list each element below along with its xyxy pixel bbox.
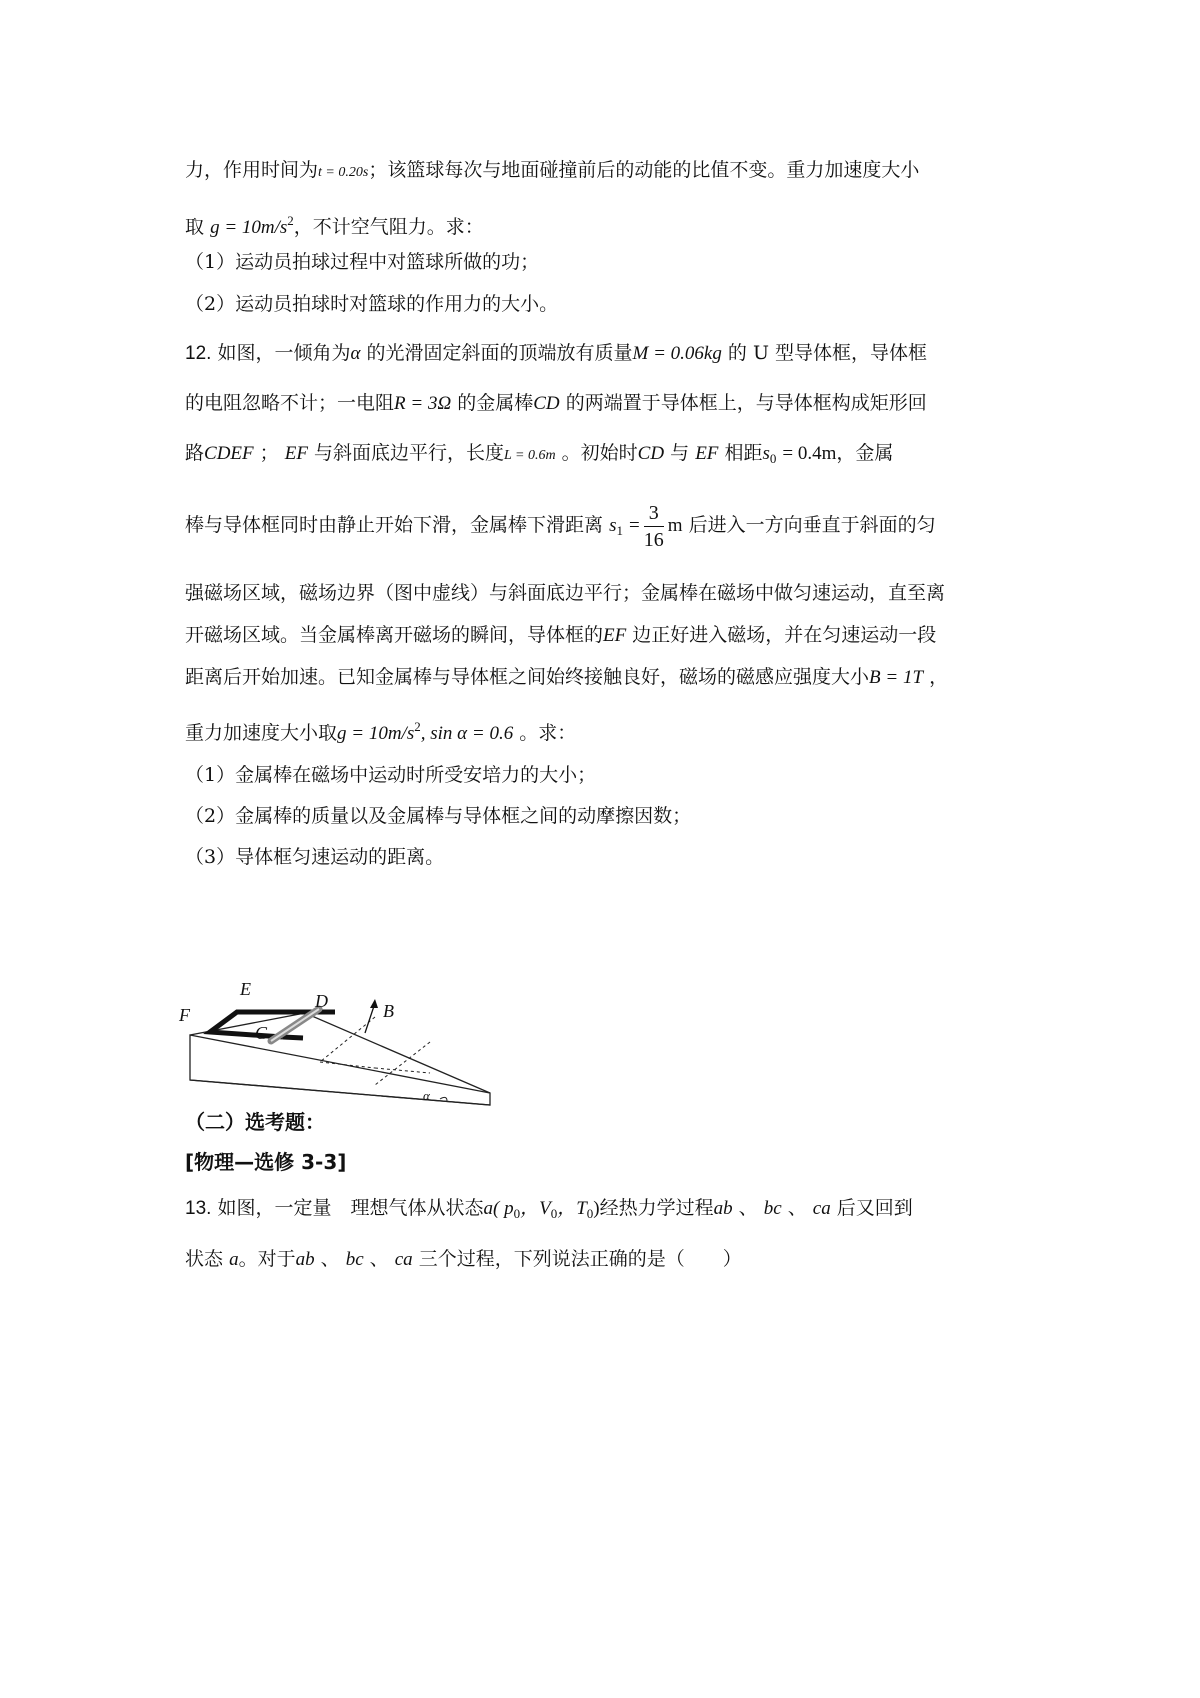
text: 的 U 型导体框，导体框 — [727, 342, 928, 364]
p12-line-1 — [185, 338, 1025, 369]
section-subtitle: [物理—选修 3-3] — [185, 1150, 347, 1174]
math-ab: ab — [713, 1198, 733, 1219]
subscript: 0 — [513, 1206, 521, 1221]
text: 重力加速度大小取 — [185, 722, 338, 744]
text: 边正好进入磁场，并在匀速运动一段 — [632, 624, 937, 646]
math-t: ，T — [557, 1198, 587, 1219]
math-s: s — [609, 515, 617, 536]
problem-number: 13. — [185, 1198, 212, 1219]
math-t: t = 0.20s — [318, 165, 369, 180]
math-alpha: α — [350, 343, 361, 364]
p11-question-1: （1）运动员拍球过程中对篮球所做的功； — [185, 251, 540, 273]
superscript: 2 — [287, 213, 294, 228]
math-cd: CD — [637, 443, 665, 464]
math-state-a: a — [483, 1198, 494, 1219]
text: 棒与导体框同时由静止开始下滑，金属棒下滑距离 — [185, 514, 604, 536]
label-e: E — [240, 979, 251, 999]
section-title: （二）选考题： — [185, 1110, 325, 1134]
text: 理想气体从状态 — [350, 1197, 484, 1219]
p11-question-2: （2）运动员拍球时对篮球的作用力的大小。 — [185, 293, 559, 315]
text: 三个过程，下列说法正确的是（ ） — [418, 1248, 742, 1270]
p12-line-5: 强磁场区域，磁场边界（图中虚线）与斜面底边平行；金属棒在磁场中做匀速运动，直至离 — [185, 582, 946, 604]
math-g: g = 10m/s — [210, 217, 288, 238]
math-ef: EF — [603, 625, 627, 646]
label-d: D — [315, 991, 328, 1011]
p12-question-2: （2）金属棒的质量以及金属棒与导体框之间的动摩擦因数； — [185, 805, 692, 827]
math-length: L = 0.6m — [504, 448, 556, 463]
text: 如图，一倾角为 — [217, 342, 351, 364]
text: ， — [929, 666, 949, 688]
math-ef: EF — [284, 443, 308, 464]
math-paren: ) — [593, 1198, 600, 1219]
p12-question-3: （3）导体框匀速运动的距离。 — [185, 846, 445, 868]
text: 如图，一定量 — [217, 1197, 332, 1219]
p13-line-1 — [185, 1193, 1025, 1229]
text: 相距 — [724, 442, 763, 464]
p12-question-1: （1）金属棒在磁场中运动时所受安培力的大小； — [185, 764, 597, 786]
p13-line-2 — [185, 1244, 1025, 1275]
math-cd: CD — [533, 393, 560, 414]
text: 的金属棒 — [457, 392, 534, 414]
math-bc: bc — [763, 1198, 782, 1219]
text: 距离后开始加速。已知金属棒与导体框之间始终接触良好，磁场的磁感应强度大小 — [185, 666, 870, 688]
subscript: 0 — [769, 451, 777, 466]
text: 的光滑固定斜面的顶端放有质量 — [366, 342, 633, 364]
math-unit: m — [667, 515, 683, 536]
u-frame-rail — [283, 1037, 303, 1038]
math-resistance: R = 3Ω — [394, 393, 452, 414]
label-alpha: α — [423, 1088, 430, 1103]
p12-line-8 — [185, 712, 1025, 749]
incline-figure — [179, 975, 525, 1115]
math-s: s — [762, 443, 770, 464]
math-ef: EF — [695, 443, 719, 464]
math-ca: ca — [394, 1249, 413, 1270]
math-ab: ab — [295, 1249, 315, 1270]
text: 取 — [185, 216, 205, 238]
text: 。对于 — [238, 1248, 296, 1270]
fraction-denominator: 16 — [643, 528, 664, 551]
p12-line-7 — [185, 662, 1025, 693]
math-equals: = — [629, 515, 640, 536]
label-b: B — [383, 1001, 394, 1021]
text: ，不计空气阻力。求： — [293, 216, 484, 238]
text: 开磁场区域。当金属棒离开磁场的瞬间，导体框的 — [185, 624, 604, 646]
text: 后又回到 — [836, 1197, 913, 1219]
text: 的电阻忽略不计；一电阻 — [185, 392, 395, 414]
subscript: 0 — [586, 1206, 594, 1221]
p12-line-4 — [185, 497, 1025, 559]
subscript: 1 — [616, 523, 623, 538]
math-state-a: a — [229, 1249, 239, 1270]
text: ； — [259, 442, 279, 464]
math-cdef: CDEF — [204, 443, 254, 464]
math-b-field: B = 1T — [869, 667, 924, 688]
text: 。求： — [519, 722, 577, 744]
superscript: 2 — [414, 719, 421, 734]
math-p: ( p — [493, 1198, 514, 1219]
label-c: C — [255, 1023, 268, 1043]
text: 力，作用时间为 — [185, 159, 319, 181]
math-sin: , sin α = 0.6 — [420, 723, 514, 744]
math-bc: bc — [345, 1249, 364, 1270]
problem-number: 12. — [185, 343, 212, 364]
math-g: g = 10m/s — [337, 723, 415, 744]
incline-top — [190, 1013, 490, 1093]
incline-body — [190, 1035, 490, 1105]
text: 与 — [670, 442, 690, 464]
text: 。初始时 — [561, 442, 638, 464]
text: ，金属 — [836, 442, 894, 464]
math-mass: M = 0.06kg — [632, 343, 722, 364]
text: 、 — [369, 1248, 389, 1270]
text: 后进入一方向垂直于斜面的匀 — [688, 514, 936, 536]
text: ；该篮球每次与地面碰撞前后的动能的比值不变。重力加速度大小 — [368, 159, 920, 181]
p11-line-1 — [185, 155, 1025, 188]
text: 、 — [738, 1197, 758, 1219]
label-f: F — [179, 1005, 190, 1025]
p12-line-3 — [185, 438, 1025, 474]
fraction — [644, 500, 664, 553]
text: 的两端置于导体框上，与导体框构成矩形回 — [565, 392, 927, 414]
p11-line-2 — [185, 206, 1025, 243]
p12-line-2 — [185, 388, 1025, 419]
text: 与斜面底边平行，长度 — [314, 442, 505, 464]
fraction-numerator: 3 — [644, 500, 664, 527]
text: 、 — [320, 1248, 340, 1270]
text: 路 — [185, 442, 205, 464]
math-value: = 0.4m — [782, 443, 837, 464]
math-ca: ca — [812, 1198, 831, 1219]
p12-line-6 — [185, 620, 1025, 651]
text: 状态 — [185, 1248, 224, 1270]
subscript: 0 — [550, 1206, 558, 1221]
b-arrowhead — [370, 999, 378, 1008]
math-v: ，V — [520, 1198, 551, 1219]
text: 经热力学过程 — [599, 1197, 714, 1219]
text: 、 — [787, 1197, 807, 1219]
